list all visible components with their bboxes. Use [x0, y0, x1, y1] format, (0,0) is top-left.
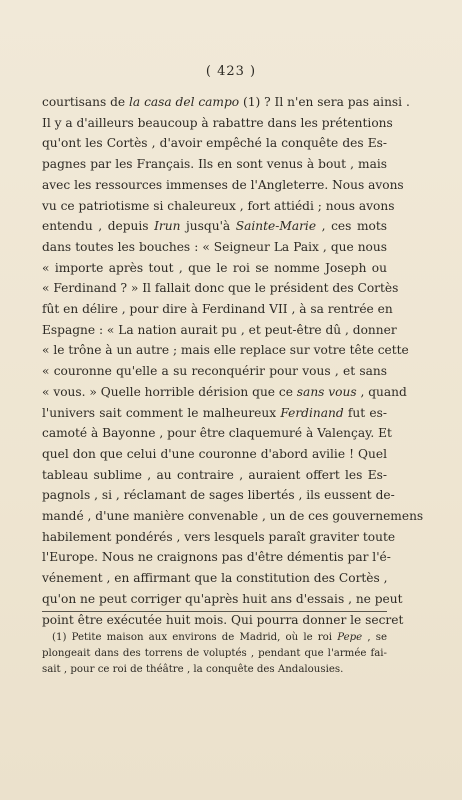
body-line [42, 154, 387, 175]
text-segment: pagnes par les Français. Ils en sont venus à bout , mais [42, 157, 387, 172]
text-segment: avec les ressources immenses de l'Angleterre. Nous avons [42, 177, 404, 192]
italic-text: Pepe [337, 632, 363, 643]
text-segment: tableau sublime , au contraire , auraient offert les Es- [42, 467, 387, 482]
text-segment: « le trône à un autre ; mais elle replace sur votre tête cette [42, 343, 409, 358]
body-line [42, 485, 395, 506]
text-segment: l'Europe. Nous ne craignons pas d'être démentis par l'é- [42, 550, 391, 565]
footnote [42, 630, 387, 678]
body-line [42, 258, 387, 279]
text-segment: « importe après tout , que le roi se nomme Joseph ou [42, 260, 387, 275]
text-segment: , ces mots [316, 219, 387, 234]
body-line [42, 237, 387, 258]
text-segment: jusqu'à [180, 219, 236, 234]
body-line [42, 506, 424, 527]
body-line [42, 278, 399, 299]
text-segment: vénement , en affirmant que la constitution des Cortès , [42, 571, 388, 586]
footnote-line [42, 662, 387, 678]
italic-text: la casa del campo [129, 95, 240, 109]
footnote-rule [42, 611, 387, 612]
text-segment: l'univers sait comment le malheureux [42, 405, 281, 420]
text-segment: (1) ? Il n'en sera pas ainsi . [239, 95, 410, 109]
body-line [42, 299, 393, 320]
text-segment: (1) Petite maison aux environs de Madrid, où le roi [52, 632, 338, 643]
text-segment: qu'on ne peut corriger qu'après huit ans d'essais , ne peut [42, 591, 403, 606]
text-segment: entendu , depuis [42, 219, 155, 234]
body-line [42, 527, 396, 548]
body-line [42, 610, 404, 631]
text-segment: qu'ont les Cortès , d'avoir empêché la conquête des Es- [42, 136, 387, 151]
page-number-header: ( 423 ) [205, 64, 257, 79]
text-segment: vu ce patriotisme si chaleureux , fort attiédi ; nous avons [42, 198, 395, 213]
body-line [42, 423, 392, 444]
body-line [42, 133, 387, 154]
text-segment: habilement pondérés , vers lesquels paraît graviter toute [42, 529, 396, 544]
text-segment: dans toutes les bouches : « Seigneur La Paix , que nous [42, 239, 387, 254]
text-segment: , quand [356, 384, 407, 399]
text-segment: « couronne qu'elle a su reconquérir pour vous , et sans [42, 364, 387, 379]
text-segment: sait , pour ce roi de théâtre , la conquête des Andalousies. [42, 664, 344, 675]
body-line [42, 196, 395, 217]
text-segment: courtisans de [42, 95, 130, 109]
text-segment: fût en délire , pour dire à Ferdinand VII , à sa rentrée en [42, 302, 393, 317]
text-segment: pagnols , si , réclamant de sages libertés , ils eussent de- [42, 488, 395, 503]
italic-text: Ferdinand [280, 405, 344, 420]
text-segment: , se [362, 632, 387, 643]
footnote-line [42, 630, 387, 646]
body-line [42, 175, 404, 196]
body-line [42, 92, 410, 113]
text-segment: plongeait dans des torrens de voluptés , pendant que l'armée fai- [42, 648, 387, 659]
text-segment: Il y a d'ailleurs beaucoup à rabattre dans les prétentions [42, 115, 393, 130]
text-segment: fut es- [343, 405, 388, 420]
body-text [42, 92, 424, 630]
text-segment: Espagne : « La nation aurait pu , et peut-être dû , donner [42, 322, 397, 337]
body-line [42, 382, 407, 403]
text-segment: « Ferdinand ? » Il fallait donc que le président des Cortès [42, 281, 399, 296]
italic-text: Irun [154, 219, 181, 234]
body-line [42, 113, 393, 134]
text-segment: mandé , d'une manière convenable , un de ces gouvernemens [42, 509, 424, 524]
text-segment: quel don que celui d'une couronne d'abord avilie ! Quel [42, 446, 387, 461]
body-line [42, 444, 387, 465]
body-line [42, 216, 387, 237]
body-line [42, 589, 403, 610]
body-line [42, 403, 387, 424]
body-line [42, 547, 391, 568]
body-line [42, 568, 387, 589]
body-line [42, 465, 387, 486]
italic-text: Sainte-Marie [235, 219, 317, 234]
text-segment: « vous. » Quelle horrible dérision que ce [42, 384, 297, 399]
body-line [42, 340, 409, 361]
text-segment: camoté à Bayonne , pour être claquemuré à Valençay. Et [42, 426, 392, 441]
body-line [42, 361, 387, 382]
italic-text: sans vous [296, 384, 357, 399]
footnote-line [42, 646, 387, 662]
text-segment: point être exécutée huit mois. Qui pourra donner le secret [42, 612, 404, 627]
body-line [42, 320, 397, 341]
